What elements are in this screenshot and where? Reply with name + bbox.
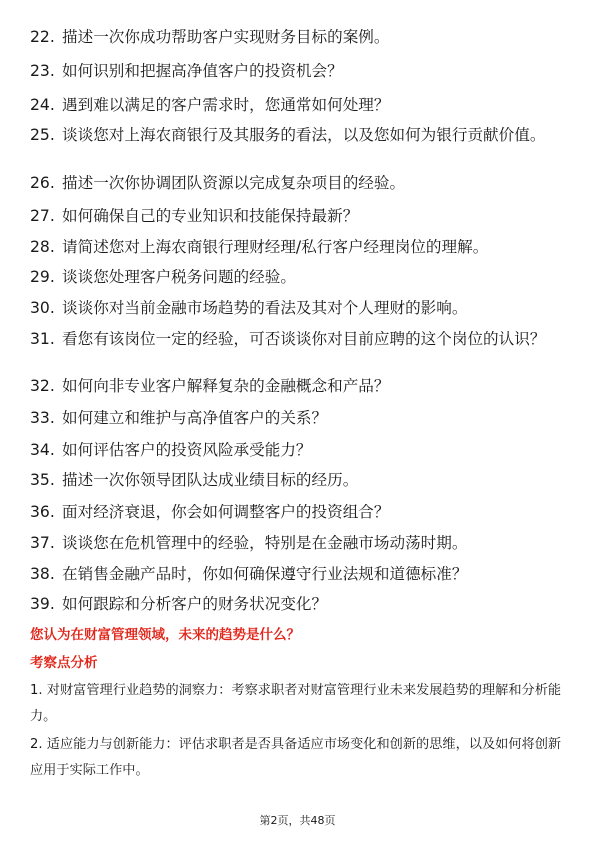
question-text: 在销售金融产品时，你如何确保遵守行业法规和道德标准？	[62, 565, 468, 583]
question-number: 35.	[30, 471, 55, 489]
question-number: 26.	[30, 174, 55, 192]
question-item	[30, 264, 570, 291]
question-number: 38.	[30, 565, 55, 583]
question-item	[30, 591, 570, 618]
question-number: 34.	[30, 441, 55, 459]
question-item	[30, 24, 570, 51]
question-text: 描述一次你成功帮助客户实现财务目标的案例。	[62, 28, 390, 46]
analysis-title: 考察点分析	[30, 655, 98, 671]
question-text: 如何跟踪和分析客户的财务状况变化？	[62, 595, 328, 613]
section-question: 您认为在财富管理领域，未来的趋势是什么？	[30, 627, 300, 643]
question-number: 23.	[30, 62, 55, 80]
question-number: 37.	[30, 534, 55, 552]
question-text: 谈谈您对上海农商银行及其服务的看法，以及您如何为银行贡献价值。	[62, 126, 546, 144]
question-number: 33.	[30, 409, 55, 427]
question-text: 遇到难以满足的客户需求时，您通常如何处理？	[62, 96, 390, 114]
question-number: 22.	[30, 28, 55, 46]
question-item	[30, 530, 570, 557]
question-number: 36.	[30, 503, 55, 521]
question-number: 25.	[30, 126, 55, 144]
question-item	[30, 499, 570, 526]
question-text: 如何评估客户的投资风险承受能力？	[62, 441, 312, 459]
question-number: 29.	[30, 268, 55, 286]
question-number: 24.	[30, 96, 55, 114]
question-item	[30, 326, 570, 353]
question-text: 请简述您对上海农商银行理财经理/私行客户经理岗位的理解。	[62, 238, 489, 256]
question-item	[30, 405, 570, 432]
question-item	[30, 122, 570, 149]
question-number: 31.	[30, 330, 55, 348]
question-number: 28.	[30, 238, 55, 256]
question-number: 32.	[30, 377, 55, 395]
question-text: 如何确保自己的专业知识和技能保持最新？	[62, 207, 359, 225]
question-text: 描述一次你领导团队达成业绩目标的经历。	[62, 471, 359, 489]
question-item	[30, 234, 570, 261]
question-item	[30, 295, 570, 322]
question-text: 谈谈您在危机管理中的经验，特别是在金融市场动荡时期。	[62, 534, 468, 552]
question-number: 39.	[30, 595, 55, 613]
question-text: 面对经济衰退，你会如何调整客户的投资组合？	[62, 503, 390, 521]
question-item	[30, 58, 570, 85]
question-text: 谈谈您处理客户税务问题的经验。	[62, 268, 296, 286]
question-item	[30, 373, 570, 400]
question-text: 看您有该岗位一定的经验，可否谈谈你对目前应聘的这个岗位的认识？	[62, 330, 546, 348]
analysis-point-1: 1. 对财富管理行业趋势的洞察力：考察求职者对财富管理行业未来发展趋势的理解和分析能力。	[30, 683, 562, 724]
question-text: 如何向非专业客户解释复杂的金融概念和产品？	[62, 377, 390, 395]
page-footer: 第2页，共48页	[259, 814, 336, 827]
question-text: 如何建立和维护与高净值客户的关系？	[62, 409, 328, 427]
question-item	[30, 561, 570, 588]
question-text: 谈谈你对当前金融市场趋势的看法及其对个人理财的影响。	[62, 299, 468, 317]
analysis-point-2: 2. 适应能力与创新能力：评估求职者是否具备适应市场变化和创新的思维，以及如何将创新应用于实际工作中。	[30, 737, 562, 778]
question-number: 27.	[30, 207, 55, 225]
question-item	[30, 203, 570, 230]
question-text: 描述一次你协调团队资源以完成复杂项目的经验。	[62, 174, 406, 192]
question-item	[30, 467, 570, 494]
question-item	[30, 437, 570, 464]
question-number: 30.	[30, 299, 55, 317]
question-item	[30, 170, 570, 197]
question-text: 如何识别和把握高净值客户的投资机会？	[62, 62, 343, 80]
question-item	[30, 92, 570, 119]
